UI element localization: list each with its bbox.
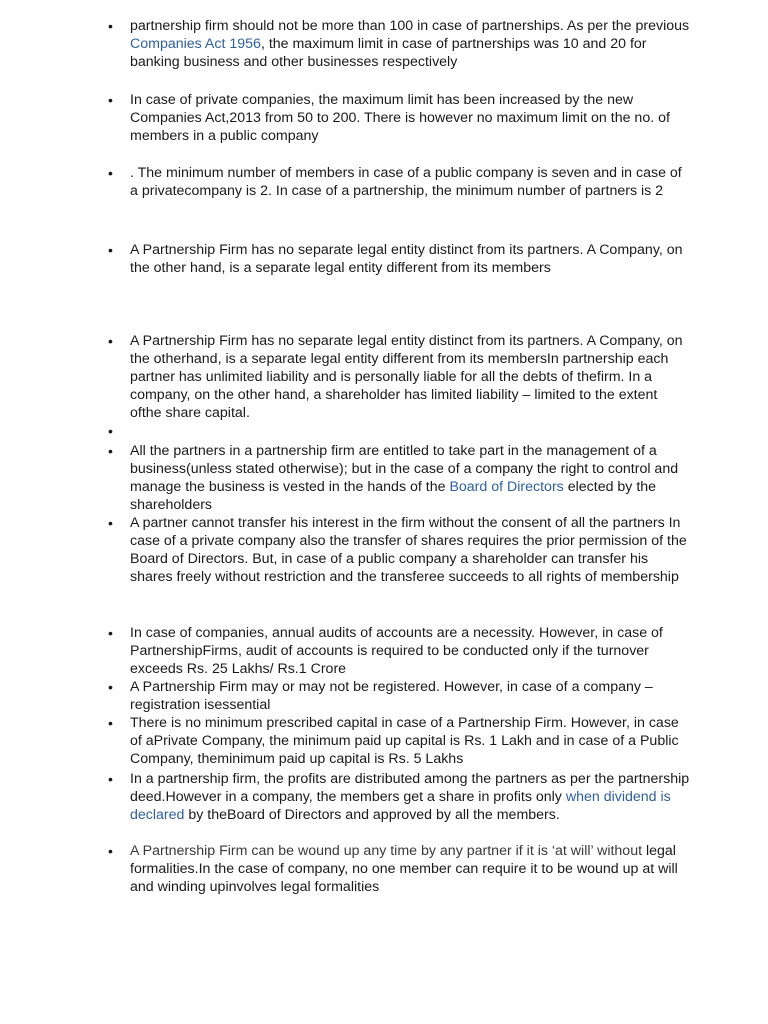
item-text: , the maximum limit in case of partnerships was 10 and 20 for banking business and other businesses respectively (130, 36, 647, 70)
item-text: A Partnership Firm has no separate legal entity distinct from its partners. A Company, on the otherhand, is a separate legal entity different from its membersIn partnership each partner has unlimited liability and is personally liable for all the debts of thefirm. In a company, on the other hand, a shareholder has limited liability – limited to the extent ofthe share capital. (130, 333, 683, 421)
list-item (130, 770, 690, 824)
item-text: A Partnership Firm has no separate legal entity distinct from its partners. A Company, on the other hand, is a separate legal entity different from its members (130, 242, 683, 276)
list-item (130, 164, 690, 200)
board-of-directors-link[interactable]: Board of Directors (449, 479, 564, 495)
item-text: legal formalities.In the case of company, no one member can require it to be wound up at will and winding upinvolves legal formalities (130, 843, 678, 895)
list-item (130, 624, 690, 678)
list-item (130, 678, 690, 714)
item-text: . The minimum number of members in case of a public company is seven and in case of a privatecompany is 2. In case of a partnership, the minimum number of partners is 2 (130, 165, 682, 199)
dividend-declared-link[interactable]: when dividend is declared (130, 789, 671, 823)
list-item (130, 442, 690, 514)
item-text: There is no minimum prescribed capital in case of a Partnership Firm. However, in case of aPrivate Company, the minimum paid up capital is Rs. 1 Lakh and in case of a Public Company, theminimum paid up capital is Rs. 5 Lakhs (130, 715, 679, 767)
item-text: partnership firm should not be more than 100 in case of partnerships. As per the previous (130, 18, 690, 34)
companies-act-link[interactable]: Companies Act 1956 (130, 36, 261, 52)
list-item (130, 842, 690, 896)
item-text: In a partnership firm, the profits are distributed among the partners as per the partnership deed.However in a company, the members get a share in profits only (130, 771, 690, 805)
item-text: All the partners in a partnership firm are entitled to take part in the management of a business(unless stated otherwise); but in the case of a company the right to control and manage the business is vested in the hands of the (130, 443, 679, 495)
list-item (130, 714, 690, 768)
item-text: A partner cannot transfer his interest in the firm without the consent of all the partners In case of a private company also the transfer of shares requires the prior permission of the Board of Directors. But, in case of a public company a shareholder can transfer his shares freely without restriction and the transferee succeeds to all rights of membership (130, 515, 687, 585)
item-text: In case of private companies, the maximum limit has been increased by the new Companies Act,2013 from 50 to 200. There is however no maximum limit on the no. of members in a public company (130, 92, 670, 144)
list-item (130, 91, 690, 145)
item-text: A Partnership Firm can be wound up any time by any partner if it is ‘at will’ without (130, 843, 643, 859)
item-text: A Partnership Firm may or may not be registered. However, in case of a company – registration isessential (130, 679, 653, 713)
list-item (130, 332, 690, 422)
list-item (130, 241, 690, 277)
list-item (130, 17, 690, 71)
list-item (130, 514, 690, 586)
item-text: elected by the shareholders (130, 479, 657, 513)
item-text: In case of companies, annual audits of accounts are a necessity. However, in case of PartnershipFirms, audit of accounts is required to be conducted only if the turnover exceeds Rs. 25 Lakhs/ Rs.1 Crore (130, 625, 663, 677)
item-text: by theBoard of Directors and approved by all the members. (184, 807, 560, 823)
